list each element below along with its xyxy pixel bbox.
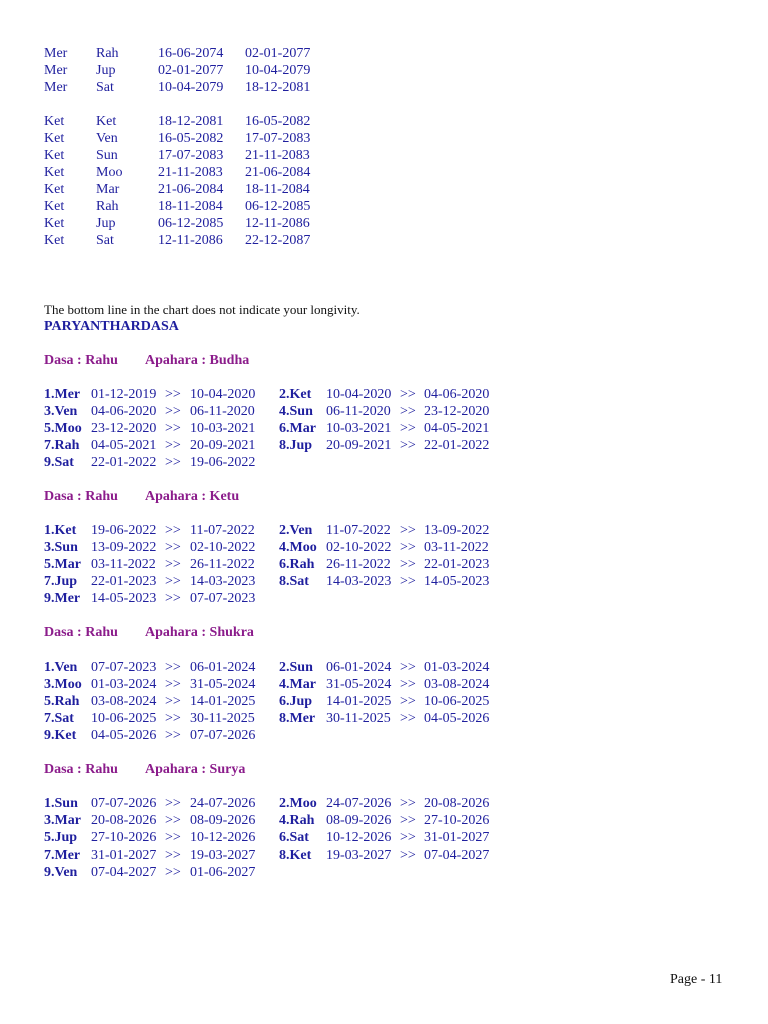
dasa-label: Dasa : Rahu — [44, 489, 118, 504]
start-date: 14-03-2023 — [326, 574, 392, 589]
apahara-label: Apahara : Budha — [145, 353, 250, 368]
separator: >> — [400, 438, 416, 453]
start-date: 17-07-2083 — [158, 148, 224, 163]
sub-period-row — [44, 387, 504, 404]
end-date: 20-08-2026 — [424, 796, 490, 811]
start-date: 11-07-2022 — [326, 523, 391, 538]
start-date: 10-04-2079 — [158, 80, 224, 95]
major-planet: Ket — [44, 216, 65, 231]
sub-period-number: 7.Rah — [44, 438, 80, 453]
sub-period-number: 7.Mer — [44, 848, 81, 863]
end-date: 21-11-2083 — [245, 148, 310, 163]
sub-period-row — [44, 421, 504, 438]
end-date: 31-05-2024 — [190, 677, 256, 692]
sub-planet: Sat — [96, 233, 114, 248]
longevity-note: The bottom line in the chart does not indicate your longivity. — [44, 302, 360, 317]
end-date: 10-12-2026 — [190, 830, 256, 845]
start-date: 21-11-2083 — [158, 165, 223, 180]
dasa-label: Dasa : Rahu — [44, 353, 118, 368]
sub-period-row — [44, 438, 504, 455]
start-date: 22-01-2022 — [91, 455, 157, 470]
sub-period-row — [44, 677, 504, 694]
end-date: 26-11-2022 — [190, 557, 255, 572]
separator: >> — [165, 848, 181, 863]
apahara-label: Apahara : Ketu — [145, 489, 240, 504]
end-date: 03-11-2022 — [424, 540, 489, 555]
separator: >> — [400, 694, 416, 709]
sub-period-row — [44, 848, 504, 865]
sub-planet: Rah — [96, 199, 119, 214]
separator: >> — [165, 404, 181, 419]
sub-period-number: 6.Jup — [279, 694, 313, 709]
sub-planet: Ven — [96, 131, 118, 146]
separator: >> — [165, 711, 181, 726]
sub-period-row — [44, 404, 504, 421]
sub-period-row — [44, 813, 504, 830]
separator: >> — [400, 421, 416, 436]
separator: >> — [165, 523, 181, 538]
major-planet: Ket — [44, 182, 65, 197]
start-date: 01-12-2019 — [91, 387, 157, 402]
sub-period-number: 1.Ket — [44, 523, 77, 538]
end-date: 16-05-2082 — [245, 114, 311, 129]
start-date: 20-08-2026 — [91, 813, 157, 828]
end-date: 22-12-2087 — [245, 233, 311, 248]
separator: >> — [400, 677, 416, 692]
sub-period-number: 3.Mar — [44, 813, 81, 828]
sub-period-number: 3.Moo — [44, 677, 82, 692]
dasa-title — [44, 625, 254, 641]
separator: >> — [400, 574, 416, 589]
start-date: 06-01-2024 — [326, 660, 392, 675]
sub-period-number: 7.Jup — [44, 574, 78, 589]
end-date: 31-01-2027 — [424, 830, 490, 845]
sub-period-number: 5.Jup — [44, 830, 78, 845]
sub-period-number: 8.Sat — [279, 574, 309, 589]
end-date: 19-06-2022 — [190, 455, 256, 470]
sub-period-row — [44, 557, 504, 574]
sub-period-number: 5.Mar — [44, 557, 81, 572]
sub-period-number: 1.Ven — [44, 660, 78, 675]
dasa-title — [44, 762, 246, 778]
start-date: 01-03-2024 — [91, 677, 157, 692]
separator: >> — [400, 557, 416, 572]
end-date: 11-07-2022 — [190, 523, 255, 538]
end-date: 01-06-2027 — [190, 865, 256, 880]
sub-planet: Jup — [96, 216, 116, 231]
sub-period-row — [44, 711, 504, 728]
end-date: 19-03-2027 — [190, 848, 256, 863]
separator: >> — [400, 813, 416, 828]
separator: >> — [400, 796, 416, 811]
sub-planet: Ket — [96, 114, 117, 129]
sub-planet: Sat — [96, 80, 114, 95]
dasa-label: Dasa : Rahu — [44, 762, 118, 777]
sub-period-number: 6.Rah — [279, 557, 315, 572]
separator: >> — [165, 591, 181, 606]
separator: >> — [400, 523, 416, 538]
start-date: 02-01-2077 — [158, 63, 224, 78]
start-date: 10-03-2021 — [326, 421, 392, 436]
separator: >> — [400, 660, 416, 675]
start-date: 21-06-2084 — [158, 182, 224, 197]
sub-period-number: 6.Sat — [279, 830, 309, 845]
sub-period-row — [44, 523, 504, 540]
sub-period-number: 4.Mar — [279, 677, 316, 692]
sub-period-number: 7.Sat — [44, 711, 74, 726]
start-date: 13-09-2022 — [91, 540, 157, 555]
separator: >> — [165, 865, 181, 880]
end-date: 04-05-2026 — [424, 711, 490, 726]
start-date: 18-11-2084 — [158, 199, 223, 214]
sub-period-number: 9.Ket — [44, 728, 77, 743]
end-date: 23-12-2020 — [424, 404, 490, 419]
start-date: 27-10-2026 — [91, 830, 157, 845]
start-date: 24-07-2026 — [326, 796, 392, 811]
start-date: 04-06-2020 — [91, 404, 157, 419]
start-date: 16-06-2074 — [158, 46, 224, 61]
start-date: 20-09-2021 — [326, 438, 392, 453]
end-date: 14-05-2023 — [424, 574, 490, 589]
sub-period-row — [44, 796, 504, 813]
end-date: 06-11-2020 — [190, 404, 255, 419]
sub-period-number: 4.Sun — [279, 404, 313, 419]
end-date: 12-11-2086 — [245, 216, 310, 231]
start-date: 16-05-2082 — [158, 131, 224, 146]
end-date: 07-07-2026 — [190, 728, 256, 743]
section-heading: PARYANTHARDASA — [44, 319, 179, 334]
start-date: 10-12-2026 — [326, 830, 392, 845]
sub-planet: Jup — [96, 63, 116, 78]
sub-period-row — [44, 694, 504, 711]
start-date: 10-04-2020 — [326, 387, 392, 402]
end-date: 03-08-2024 — [424, 677, 490, 692]
start-date: 04-05-2026 — [91, 728, 157, 743]
sub-period-row — [44, 660, 504, 677]
end-date: 13-09-2022 — [424, 523, 490, 538]
start-date: 07-07-2026 — [91, 796, 157, 811]
start-date: 06-12-2085 — [158, 216, 224, 231]
end-date: 01-03-2024 — [424, 660, 490, 675]
start-date: 31-01-2027 — [91, 848, 157, 863]
separator: >> — [165, 540, 181, 555]
start-date: 06-11-2020 — [326, 404, 391, 419]
sub-period-number: 3.Sun — [44, 540, 78, 555]
separator: >> — [165, 830, 181, 845]
end-date: 08-09-2026 — [190, 813, 256, 828]
major-planet: Ket — [44, 148, 65, 163]
separator: >> — [165, 438, 181, 453]
separator: >> — [165, 728, 181, 743]
start-date: 31-05-2024 — [326, 677, 392, 692]
sub-period-number: 5.Rah — [44, 694, 80, 709]
sub-planet: Moo — [96, 165, 123, 180]
start-date: 22-01-2023 — [91, 574, 157, 589]
sub-period-number: 8.Mer — [279, 711, 316, 726]
separator: >> — [165, 677, 181, 692]
end-date: 04-06-2020 — [424, 387, 490, 402]
separator: >> — [165, 557, 181, 572]
separator: >> — [400, 711, 416, 726]
dasa-title — [44, 489, 240, 505]
major-planet: Mer — [44, 80, 68, 95]
end-date: 06-01-2024 — [190, 660, 256, 675]
start-date: 07-04-2027 — [91, 865, 157, 880]
end-date: 14-01-2025 — [190, 694, 256, 709]
end-date: 02-01-2077 — [245, 46, 311, 61]
separator: >> — [400, 404, 416, 419]
sub-period-row — [44, 728, 504, 745]
sub-period-number: 9.Mer — [44, 591, 81, 606]
start-date: 26-11-2022 — [326, 557, 391, 572]
major-planet: Mer — [44, 63, 68, 78]
separator: >> — [165, 796, 181, 811]
start-date: 30-11-2025 — [326, 711, 391, 726]
apahara-label: Apahara : Shukra — [145, 625, 254, 640]
separator: >> — [165, 574, 181, 589]
sub-period-number: 9.Sat — [44, 455, 74, 470]
end-date: 17-07-2083 — [245, 131, 311, 146]
end-date: 10-04-2020 — [190, 387, 256, 402]
sub-period-row — [44, 455, 504, 472]
end-date: 06-12-2085 — [245, 199, 311, 214]
end-date: 20-09-2021 — [190, 438, 256, 453]
major-planet: Mer — [44, 46, 68, 61]
separator: >> — [165, 660, 181, 675]
major-planet: Ket — [44, 114, 65, 129]
sub-period-number: 8.Jup — [279, 438, 313, 453]
end-date: 18-12-2081 — [245, 80, 311, 95]
page-number: Page - 11 — [670, 972, 723, 987]
sub-period-number: 2.Ket — [279, 387, 312, 402]
start-date: 04-05-2021 — [91, 438, 157, 453]
end-date: 14-03-2023 — [190, 574, 256, 589]
sub-period-number: 1.Sun — [44, 796, 78, 811]
sub-period-row — [44, 865, 504, 882]
start-date: 14-01-2025 — [326, 694, 392, 709]
sub-period-number: 2.Moo — [279, 796, 317, 811]
major-planet: Ket — [44, 131, 65, 146]
sub-planet: Sun — [96, 148, 118, 163]
end-date: 30-11-2025 — [190, 711, 255, 726]
dasa-title — [44, 353, 250, 369]
sub-planet: Rah — [96, 46, 119, 61]
sub-period-number: 2.Ven — [279, 523, 313, 538]
separator: >> — [400, 830, 416, 845]
sub-period-number: 9.Ven — [44, 865, 78, 880]
start-date: 19-06-2022 — [91, 523, 157, 538]
end-date: 24-07-2026 — [190, 796, 256, 811]
sub-period-number: 4.Rah — [279, 813, 315, 828]
end-date: 21-06-2084 — [245, 165, 311, 180]
start-date: 12-11-2086 — [158, 233, 223, 248]
end-date: 22-01-2022 — [424, 438, 490, 453]
major-planet: Ket — [44, 199, 65, 214]
separator: >> — [165, 387, 181, 402]
end-date: 22-01-2023 — [424, 557, 490, 572]
separator: >> — [165, 455, 181, 470]
start-date: 08-09-2026 — [326, 813, 392, 828]
start-date: 23-12-2020 — [91, 421, 157, 436]
apahara-label: Apahara : Surya — [145, 762, 246, 777]
sub-period-number: 8.Ket — [279, 848, 312, 863]
separator: >> — [400, 540, 416, 555]
sub-period-number: 2.Sun — [279, 660, 313, 675]
start-date: 07-07-2023 — [91, 660, 157, 675]
start-date: 10-06-2025 — [91, 711, 157, 726]
separator: >> — [400, 387, 416, 402]
end-date: 10-06-2025 — [424, 694, 490, 709]
separator: >> — [165, 421, 181, 436]
end-date: 27-10-2026 — [424, 813, 490, 828]
start-date: 03-08-2024 — [91, 694, 157, 709]
sub-period-row — [44, 540, 504, 557]
end-date: 10-04-2079 — [245, 63, 311, 78]
end-date: 07-04-2027 — [424, 848, 490, 863]
major-planet: Ket — [44, 233, 65, 248]
start-date: 03-11-2022 — [91, 557, 156, 572]
major-planet: Ket — [44, 165, 65, 180]
start-date: 18-12-2081 — [158, 114, 224, 129]
end-date: 18-11-2084 — [245, 182, 310, 197]
sub-period-row — [44, 830, 504, 847]
sub-period-number: 3.Ven — [44, 404, 78, 419]
start-date: 14-05-2023 — [91, 591, 157, 606]
separator: >> — [165, 694, 181, 709]
separator: >> — [400, 848, 416, 863]
end-date: 10-03-2021 — [190, 421, 256, 436]
sub-period-number: 5.Moo — [44, 421, 82, 436]
sub-period-number: 6.Mar — [279, 421, 316, 436]
sub-period-row — [44, 591, 504, 608]
sub-period-row — [44, 574, 504, 591]
dasa-label: Dasa : Rahu — [44, 625, 118, 640]
separator: >> — [165, 813, 181, 828]
end-date: 07-07-2023 — [190, 591, 256, 606]
sub-period-number: 1.Mer — [44, 387, 81, 402]
end-date: 04-05-2021 — [424, 421, 490, 436]
start-date: 02-10-2022 — [326, 540, 392, 555]
end-date: 02-10-2022 — [190, 540, 256, 555]
sub-period-number: 4.Moo — [279, 540, 317, 555]
sub-planet: Mar — [96, 182, 120, 197]
start-date: 19-03-2027 — [326, 848, 392, 863]
